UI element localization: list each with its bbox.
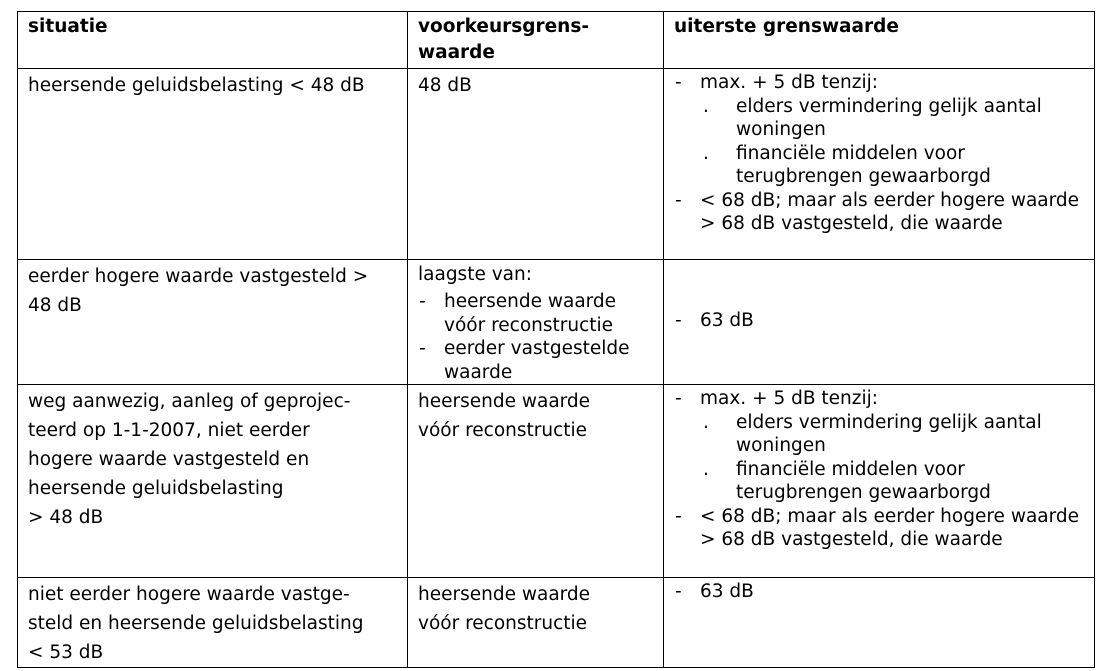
voorkeur-line: heersende waarde xyxy=(418,584,591,605)
situatie-line: heersende geluidsbelasting xyxy=(28,478,284,499)
voorkeur-value: 48 dB xyxy=(418,75,472,96)
list-item: . elders vermindering gelijk aantal woningen xyxy=(674,95,1086,142)
voorkeur-line: heersende waarde xyxy=(418,391,591,412)
cell-uiterste xyxy=(664,260,1095,385)
table-row xyxy=(18,385,1095,578)
situatie-line: niet eerder hogere waarde vastge- xyxy=(28,584,350,605)
header-uiterste-grenswaarde: uiterste grenswaarde xyxy=(664,12,1095,69)
list-item: - eerder vastgestelde waarde xyxy=(418,337,655,384)
situatie-line: eerder hogere waarde vastgesteld > xyxy=(28,266,369,287)
limit-values-table xyxy=(17,11,1095,668)
situatie-line: > 48 dB xyxy=(28,507,104,528)
list-item: - max. + 5 dB tenzij: xyxy=(674,71,1086,95)
cell-uiterste xyxy=(664,578,1095,668)
cell-uiterste xyxy=(664,69,1095,260)
cell-voorkeur xyxy=(408,385,664,578)
list-item: . financiële middelen voor terugbrengen gewaarborgd xyxy=(674,458,1086,505)
cell-situatie xyxy=(18,578,408,668)
situatie-line: weg aanwezig, aanleg of geprojec- xyxy=(28,391,351,412)
table-row xyxy=(18,69,1095,260)
list-item: - heersende waarde vóór reconstructie xyxy=(418,290,655,337)
voorkeur-label: laagste van: xyxy=(418,264,532,285)
header-voorkeur-line2: waarde xyxy=(418,42,495,63)
cell-voorkeur xyxy=(408,260,664,385)
table-row xyxy=(18,578,1095,668)
header-row xyxy=(18,12,1095,69)
situatie-line: < 53 dB xyxy=(28,642,104,663)
cell-situatie xyxy=(18,69,408,260)
situatie-line: hogere waarde vastgesteld en xyxy=(28,449,310,470)
list-item: - < 68 dB; maar als eerder hogere waarde > 68 dB vastgesteld, die waarde xyxy=(674,505,1086,552)
situatie-line: 48 dB xyxy=(28,295,82,316)
list-item: . elders vermindering gelijk aantal woningen xyxy=(674,411,1086,458)
list-item: - < 68 dB; maar als eerder hogere waarde > 68 dB vastgesteld, die waarde xyxy=(674,189,1086,236)
cell-situatie xyxy=(18,385,408,578)
situatie-line: heersende geluidsbelasting < 48 dB xyxy=(28,75,365,96)
table-row xyxy=(18,260,1095,385)
list-item: - 63 dB xyxy=(674,580,1086,604)
list-item: - max. + 5 dB tenzij: xyxy=(674,387,1086,411)
list-item: . financiële middelen voor terugbrengen gewaarborgd xyxy=(674,142,1086,189)
situatie-line: teerd op 1-1-2007, niet eerder xyxy=(28,420,310,441)
voorkeur-line: vóór reconstructie xyxy=(418,613,588,634)
header-voorkeursgrenswaarde xyxy=(408,12,664,69)
cell-uiterste xyxy=(664,385,1095,578)
header-voorkeur-line1: voorkeursgrens- xyxy=(418,16,590,37)
situatie-line: steld en heersende geluidsbelasting xyxy=(28,613,364,634)
header-situatie: situatie xyxy=(18,12,408,69)
cell-voorkeur xyxy=(408,578,664,668)
list-item: - 63 dB xyxy=(674,309,1086,333)
cell-voorkeur xyxy=(408,69,664,260)
cell-situatie xyxy=(18,260,408,385)
voorkeur-line: vóór reconstructie xyxy=(418,420,588,441)
